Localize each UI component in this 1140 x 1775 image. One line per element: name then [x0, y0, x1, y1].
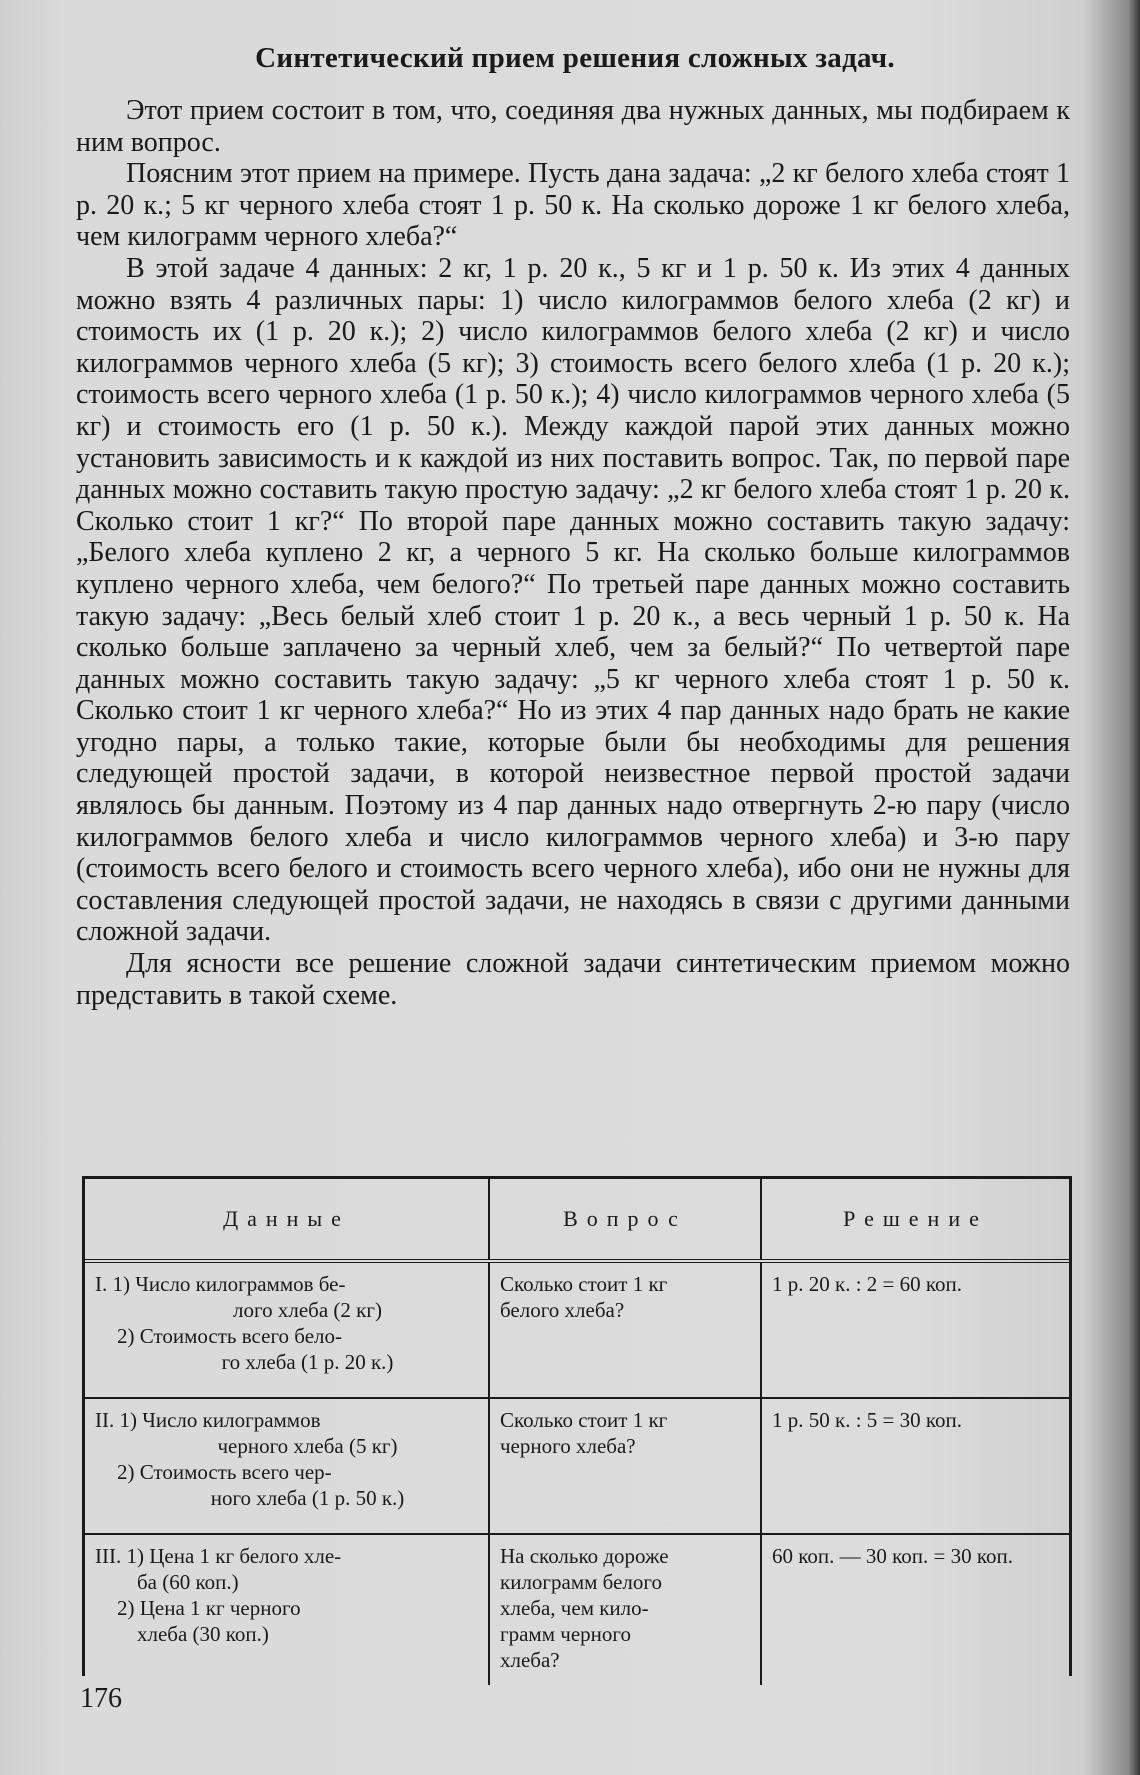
- table-row: [85, 1535, 1069, 1685]
- data-line: ба (60 коп.): [137, 1570, 239, 1594]
- header-data: Данные: [85, 1179, 490, 1259]
- data-cell: [85, 1263, 490, 1397]
- data-cell: [85, 1535, 490, 1685]
- question-line: белого хлеба?: [500, 1298, 625, 1322]
- header-solution: Решение: [843, 1206, 988, 1231]
- paragraph: В этой задаче 4 данных: 2 кг, 1 р. 20 к., 5 кг и 1 р. 50 к. Из этих 4 данных можно взять 4 различных пары: 1) число килограммов белого хлеба (2 кг) и стоимость их (1 р. 20 к.); 2) число килограммов белого хлеба (2 кг) и число килограммов черного хлеба (5 кг); 3) стоимость всего белого хлеба (1 р. 20 к.); стоимость всего черного хлеба (1 р. 50 к.); 4) число килограммов черного хлеба (5 кг) и стоимость его (1 р. 50 к.). Между каждой парой этих данных можно установить зависимость и к каждой из них поставить вопрос. Так, по первой паре данных можно составить такую простую задачу: „2 кг белого хлеба стоят 1 р. 20 к. Сколько стоит 1 кг?“ По второй паре данных можно составить такую задачу: „Белого хлеба куплено 2 кг, а черного 5 кг. На сколько больше килограммов куплено черного хлеба, чем белого?“ По третьей паре данных можно составить такую задачу: „Весь белый хлеб стоит 1 р. 20 к., а весь черный 1 р. 50 к. На сколько больше заплачено за черный хлеб, чем за белый?“ По четвертой паре данных можно составить такую задачу: „5 кг черного хлеба стоят 1 р. 50 к. Сколько стоит 1 кг черного хлеба?“ Но из этих 4 пар данных надо брать не какие угодно пары, а только такие, которые были бы необходимы для решения следующей простой задачи, в которой неизвестное первой простой задачи являлось бы данным. Поэтому из 4 пар данных надо отвергнуть 2-ю пару (число килограммов белого хлеба и число килограммов черного хлеба) и 3-ю пару (стоимость всего белого и стоимость всего черного хлеба), ибо они не нужны для составления следующей простой задачи, не находясь в связи с другими данными сложной задачи.: [76, 252, 1070, 948]
- question-line: черного хлеба?: [500, 1434, 636, 1458]
- data-line: го хлеба (1 р. 20 к.): [221, 1350, 394, 1374]
- data-line: хлеба (30 коп.): [137, 1622, 269, 1646]
- paragraph: Поясним этот прием на примере. Пусть дана задача: „2 кг белого хлеба стоят 1 р. 20 к.; 5 кг черного хлеба стоят 1 р. 50 к. На сколько дороже 1 кг белого хлеба, чем килограмм черного хлеба?“: [76, 158, 1070, 253]
- question-line: Сколько стоит 1 кг: [500, 1408, 668, 1432]
- table-header-row: [85, 1179, 1069, 1263]
- solution-cell: 1 р. 50 к. : 5 = 30 коп.: [772, 1408, 963, 1432]
- data-line: II. 1) Число килограммов: [95, 1408, 321, 1432]
- question-cell: [490, 1399, 762, 1533]
- question-line: грамм черного: [500, 1622, 631, 1646]
- question-line: килограмм белого: [500, 1570, 662, 1594]
- question-cell: [490, 1535, 762, 1685]
- data-line: лого хлеба (2 кг): [233, 1298, 382, 1322]
- table-row: [85, 1399, 1069, 1535]
- data-line: 2) Цена 1 кг черного: [117, 1596, 301, 1620]
- solution-scheme-table: [82, 1176, 1072, 1676]
- data-line: ного хлеба (1 р. 50 к.): [210, 1486, 405, 1510]
- page-number: 176: [80, 1683, 122, 1714]
- body-text: [76, 95, 1070, 1011]
- question-line: хлеба?: [500, 1648, 560, 1672]
- data-line: III. 1) Цена 1 кг белого хле-: [95, 1544, 342, 1568]
- question-line: хлеба, чем кило-: [500, 1596, 649, 1620]
- data-line: 2) Стоимость всего чер-: [117, 1460, 332, 1484]
- paragraph: Для ясности все решение сложной задачи синтетическим приемом можно представить в такой схеме.: [76, 948, 1070, 1011]
- question-line: На сколько дороже: [500, 1544, 669, 1568]
- question-line: Сколько стоит 1 кг: [500, 1272, 668, 1296]
- page-title: Синтетический прием решения сложных задач.: [255, 42, 895, 74]
- solution-cell: 1 р. 20 к. : 2 = 60 коп.: [772, 1272, 963, 1296]
- question-cell: [490, 1263, 762, 1397]
- header-question: Вопрос: [490, 1179, 762, 1259]
- data-line: 2) Стоимость всего бело-: [117, 1324, 342, 1348]
- solution-cell: 60 коп. — 30 коп. = 30 коп.: [772, 1544, 1013, 1568]
- data-line: I. 1) Число килограммов бе-: [95, 1272, 346, 1296]
- table-row: [85, 1263, 1069, 1399]
- data-cell: [85, 1399, 490, 1533]
- data-line: черного хлеба (5 кг): [217, 1434, 398, 1458]
- paragraph: Этот прием состоит в том, что, соединяя два нужных данных, мы подбираем к ним вопрос.: [76, 95, 1070, 158]
